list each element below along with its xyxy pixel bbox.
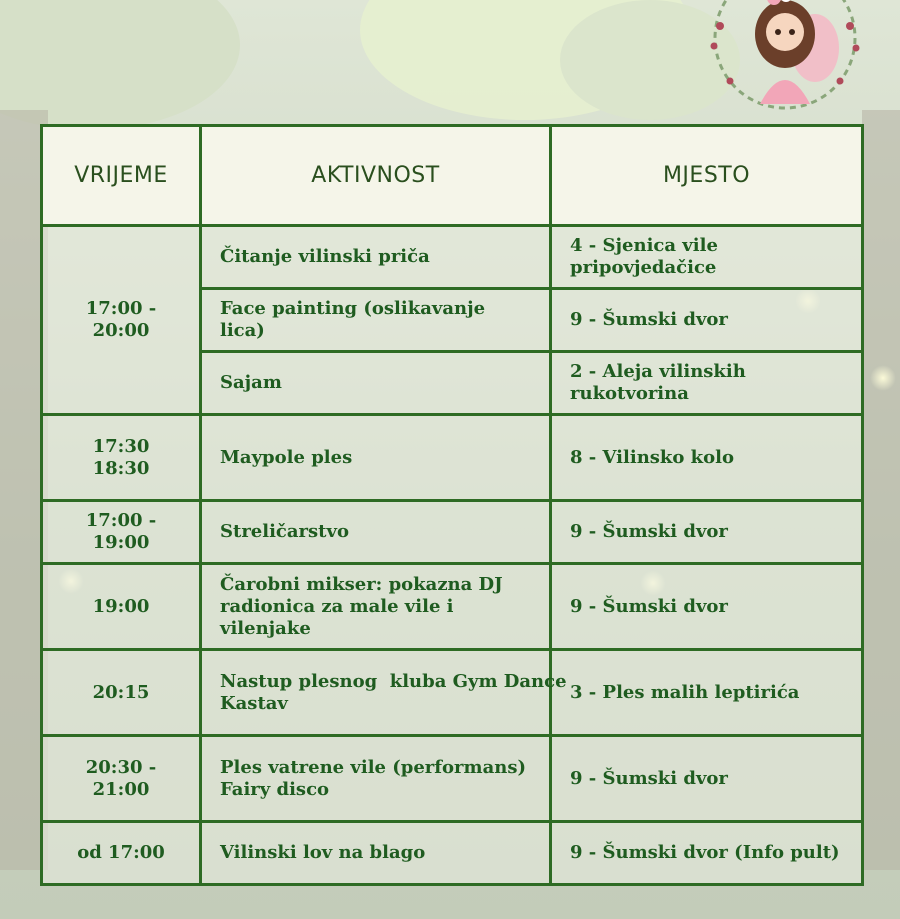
time-cell: 20:30 - 21:00: [42, 736, 201, 822]
time-cell: 20:15: [42, 650, 201, 736]
place-cell: 4 - Sjenica vile pripovjedačice: [551, 226, 863, 289]
time-cell: 17:00 - 19:00: [42, 501, 201, 564]
place-cell: 3 - Ples malih leptirića: [551, 650, 863, 736]
header-place: MJESTO: [551, 126, 863, 226]
place-cell: 9 - Šumski dvor: [551, 289, 863, 352]
activity-line: Fairy disco: [220, 778, 330, 800]
firefly-glow: [870, 365, 896, 391]
table-row: [42, 564, 863, 650]
activity-cell: Sajam: [201, 352, 551, 415]
time-cell: 17:00 - 20:00: [42, 226, 201, 415]
activity-cell: Maypole ples: [201, 415, 551, 501]
place-cell: 2 - Aleja vilinskih rukotvorina: [551, 352, 863, 415]
activity-cell: Face painting (oslikavanje lica): [201, 289, 551, 352]
table-row: [42, 415, 863, 501]
activity-cell: Streličarstvo: [201, 501, 551, 564]
header-activity: AKTIVNOST: [201, 126, 551, 226]
time-line: 17:30: [92, 435, 150, 457]
activity-line: Nastup plesnog kluba Gym Dance: [220, 670, 567, 692]
place-cell: 9 - Šumski dvor: [551, 501, 863, 564]
activity-cell: [201, 736, 551, 822]
activity-cell: [201, 564, 551, 650]
time-cell: 19:00: [42, 564, 201, 650]
place-cell: 8 - Vilinsko kolo: [551, 415, 863, 501]
place-cell: 9 - Šumski dvor (Info pult): [551, 822, 863, 885]
table-row: [42, 226, 863, 289]
header-time: VRIJEME: [42, 126, 201, 226]
time-cell: od 17:00: [42, 822, 201, 885]
time-line: 18:30: [92, 457, 150, 479]
time-cell: [42, 415, 201, 501]
activity-line: Kastav: [220, 692, 288, 714]
fairy-wreath-illustration: [690, 0, 880, 114]
schedule-table: [40, 124, 864, 886]
table-row: [42, 650, 863, 736]
tree-trunk: [862, 110, 900, 870]
table-row: [42, 501, 863, 564]
activity-cell: [201, 650, 567, 736]
table-header-row: [42, 126, 863, 226]
activity-cell: Čitanje vilinski priča: [201, 226, 551, 289]
table-row: [42, 736, 863, 822]
activity-line: Ples vatrene vile (performans): [220, 756, 526, 778]
activity-cell: Vilinski lov na blago: [201, 822, 551, 885]
table-row: [42, 822, 863, 885]
place-cell: 9 - Šumski dvor: [551, 564, 863, 650]
activity-line: Čarobni mikser: pokazna DJ: [220, 573, 503, 595]
activity-line: radionica za male vile i vilenjake: [220, 595, 454, 639]
place-cell: 9 - Šumski dvor: [551, 736, 863, 822]
